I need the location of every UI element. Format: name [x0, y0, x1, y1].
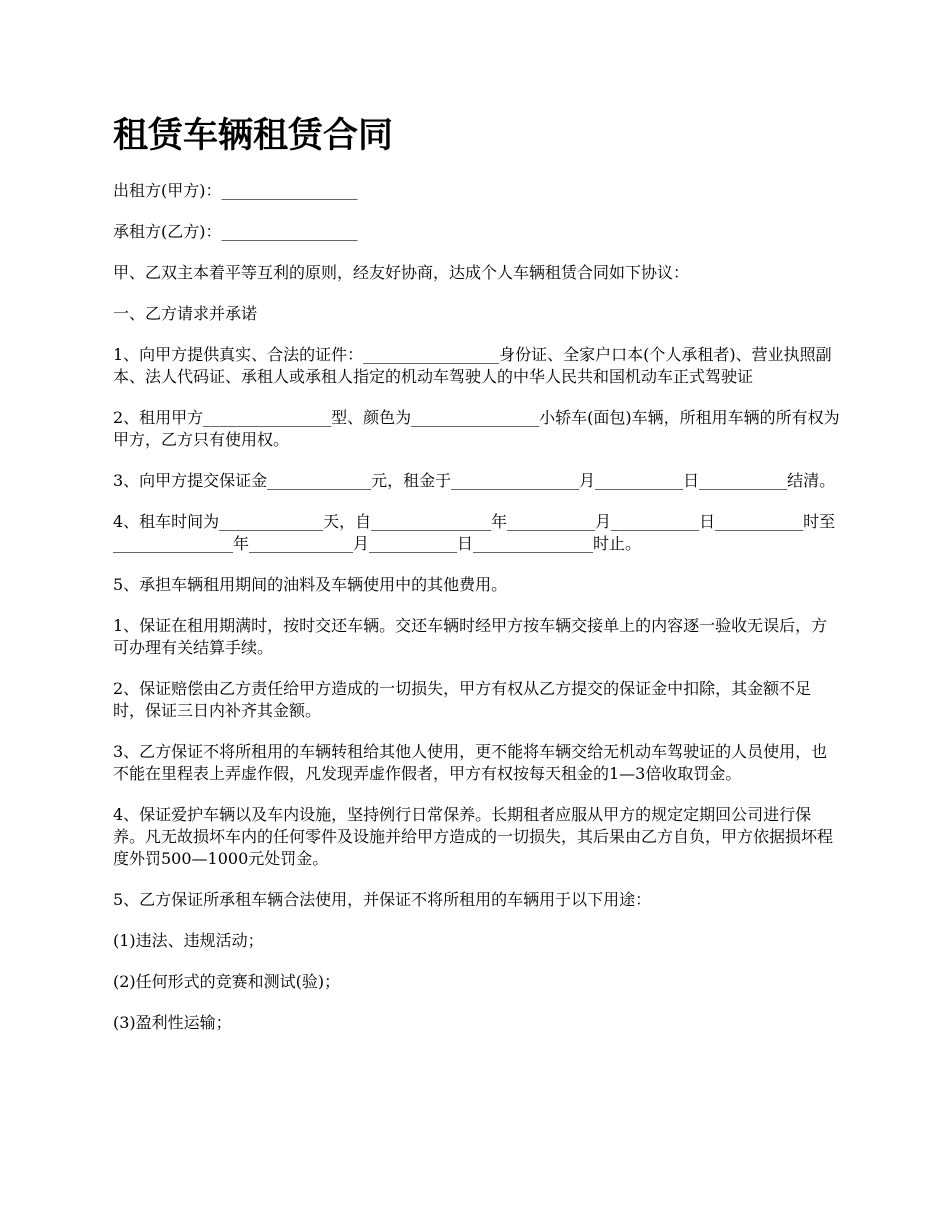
clause-paragraph: 3、乙方保证不将所租用的车辆转租给其他人使用，更不能将车辆交给无机动车驾驶证的人员使用，也不能在里程表上弄虚作假，凡发现弄虚作假者，甲方有权按每天租金的1—3倍收取罚金。 [113, 742, 828, 783]
clause-paragraph: 5、乙方保证所承租车辆合法使用，并保证不将所租用的车辆用于以下用途： [113, 890, 652, 909]
clause-paragraph: 5、承担车辆租用期间的油料及车辆使用中的其他费用。 [113, 575, 508, 594]
clause-paragraph: 2、租用甲方________________型、颜色为________________小轿车(面包)车辆，所租用车辆的所有权为甲方，乙方只有使用权。 [113, 408, 840, 449]
clause-paragraph: 3、向甲方提交保证金_____________元，租金于________________月___________日___________结清。 [113, 471, 836, 490]
clause-paragraph: 1、向甲方提供真实、合法的证件：_________________身份证、全家户口本(个人承租者)、营业执照副本、法人代码证、承租人或承租人指定的机动车驾驶人的中华人民共和国机动车正式驾驶证 [113, 345, 832, 386]
clause-paragraph: 1、保证在租用期满时，按时交还车辆。交还车辆时经甲方按车辆交接单上的内容逐一验收无误后，方可办理有关结算手续。 [113, 616, 828, 657]
list-item: (2)任何形式的竞赛和测试(验)； [113, 972, 341, 991]
lessor-line: 出租方(甲方)：_________________ [113, 181, 358, 200]
preamble-paragraph: 甲、乙双主本着平等互利的原则，经友好协商，达成个人车辆租赁合同如下协议： [113, 263, 690, 282]
document-title: 租赁车辆租赁合同 [113, 116, 394, 156]
clause-paragraph: 4、租车时间为_____________天，自_______________年___________月___________日___________时至_______________年_____________月___________日_______________时止。 [113, 512, 836, 553]
clause-paragraph: 4、保证爱护车辆以及车内设施，坚持例行日常保养。长期租者应服从甲方的规定定期回公司进行保养。凡无故损坏车内的任何零件及设施并给甲方造成的一切损失，其后果由乙方自负，甲方依据损坏程度外罚500—1000元处罚金。 [113, 805, 834, 868]
lessee-line: 承租方(乙方)：_________________ [113, 222, 358, 241]
list-item: (3)盈利性运输； [113, 1013, 232, 1032]
contract-page [113, 108, 840, 1053]
section-heading-lessee-commitments: 一、乙方请求并承诺 [113, 304, 258, 323]
clause-paragraph: 2、保证赔偿由乙方责任给甲方造成的一切损失，甲方有权从乙方提交的保证金中扣除，其金额不足时，保证三日内补齐其金额。 [113, 679, 812, 720]
list-item: (1)违法、违规活动； [113, 931, 264, 950]
